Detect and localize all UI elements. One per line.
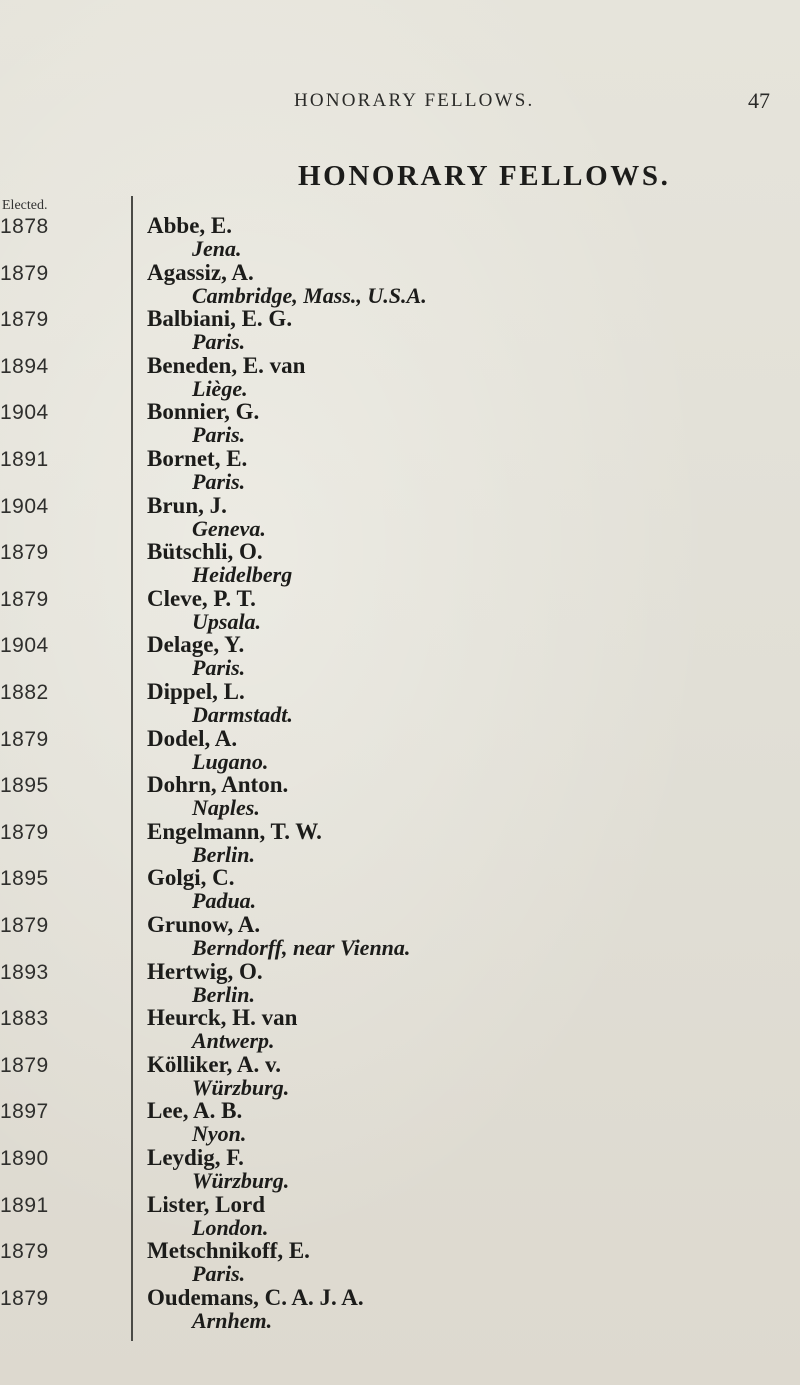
- column-divider: [131, 196, 133, 1341]
- fellow-name: Kölliker, A. v.: [147, 1051, 281, 1077]
- elected-column-label: Elected.: [2, 198, 48, 213]
- fellow-name: Golgi, C.: [147, 865, 235, 891]
- elected-year: 1904: [0, 634, 49, 658]
- fellow-name: Bornet, E.: [147, 446, 248, 471]
- fellow-place: Berndorff, near Vienna.: [192, 935, 411, 960]
- elected-year: 1879: [0, 261, 49, 285]
- elected-year: 1894: [0, 354, 49, 378]
- fellow-name: Balbiani, E. G.: [147, 306, 293, 332]
- fellow-place: Paris.: [192, 469, 246, 494]
- elected-year: 1879: [0, 1053, 49, 1077]
- fellow-name: Lister, Lord: [147, 1191, 265, 1217]
- page-number: 47: [748, 88, 770, 113]
- elected-year: 1897: [0, 1100, 49, 1124]
- fellow-place: Lugano.: [192, 748, 269, 774]
- elected-year: 1904: [0, 401, 49, 425]
- fellow-place: Berlin.: [192, 841, 255, 867]
- running-head: HONORARY FELLOWS.: [294, 90, 535, 111]
- elected-year: 1883: [0, 1007, 49, 1031]
- fellow-name: Lee, A. B.: [147, 1098, 243, 1124]
- fellow-place: Naples.: [192, 795, 260, 821]
- fellow-place: Nyon.: [192, 1121, 247, 1147]
- fellow-place: Liège.: [192, 375, 248, 401]
- fellow-place: Geneva.: [192, 515, 266, 541]
- fellow-name: Dohrn, Anton.: [147, 772, 289, 798]
- fellow-name: Dippel, L.: [147, 679, 245, 704]
- elected-year: 1879: [0, 541, 49, 565]
- elected-year: 1895: [0, 867, 49, 891]
- elected-year: 1904: [0, 494, 49, 518]
- fellow-name: Grunow, A.: [147, 912, 261, 937]
- fellow-name: Engelmann, T. W.: [147, 818, 322, 844]
- fellow-name: Agassiz, A.: [147, 259, 254, 285]
- fellow-place: Jena.: [192, 236, 242, 261]
- elected-year: 1895: [0, 774, 49, 798]
- fellow-place: Padua.: [192, 888, 257, 914]
- elected-year: 1891: [0, 1193, 49, 1217]
- fellow-place: London.: [192, 1214, 269, 1240]
- elected-year: 1879: [0, 1286, 49, 1310]
- fellow-place: Antwerp.: [192, 1028, 275, 1054]
- fellow-name: Oudemans, C. A. J. A.: [147, 1284, 364, 1310]
- elected-year: 1879: [0, 914, 49, 937]
- elected-year: 1893: [0, 960, 49, 984]
- elected-year: 1879: [0, 820, 49, 844]
- fellow-place: Paris.: [192, 1261, 246, 1287]
- elected-year: 1890: [0, 1147, 49, 1170]
- elected-year: 1879: [0, 727, 49, 751]
- fellow-place: Upsala.: [192, 608, 262, 634]
- elected-year: 1878: [0, 215, 49, 238]
- elected-year: 1879: [0, 308, 49, 332]
- fellow-name: Leydig, F.: [147, 1145, 244, 1170]
- elected-year: 1879: [0, 1240, 49, 1264]
- fellow-name: Metschnikoff, E.: [147, 1238, 310, 1264]
- page-title: HONORARY FELLOWS.: [298, 160, 671, 192]
- fellow-place: Paris.: [192, 422, 246, 448]
- fellow-name: Bütschli, O.: [147, 539, 263, 565]
- fellow-place: Paris.: [192, 655, 246, 681]
- fellow-name: Dodel, A.: [147, 725, 238, 751]
- fellow-place: Würzburg.: [192, 1074, 290, 1100]
- fellow-place: Würzburg.: [192, 1168, 290, 1193]
- fellow-name: Delage, Y.: [147, 632, 245, 658]
- fellow-name: Hertwig, O.: [147, 958, 263, 984]
- elected-year: 1879: [0, 587, 49, 611]
- fellow-name: Heurck, H. van: [147, 1005, 298, 1031]
- fellow-place: Darmstadt.: [192, 702, 293, 727]
- fellow-name: Brun, J.: [147, 492, 227, 518]
- fellow-name: Bonnier, G.: [147, 399, 260, 425]
- fellow-name: Cleve, P. T.: [147, 585, 256, 611]
- elected-year: 1882: [0, 681, 49, 704]
- fellow-name: Abbe, E.: [147, 213, 232, 238]
- fellow-name: Beneden, E. van: [147, 352, 306, 378]
- fellow-place: Arnhem.: [192, 1307, 273, 1333]
- elected-year: 1891: [0, 448, 49, 471]
- fellow-place: Heidelberg: [192, 562, 293, 588]
- fellow-place: Berlin.: [192, 981, 255, 1007]
- fellow-place: Paris.: [192, 329, 246, 355]
- fellow-place: Cambridge, Mass., U.S.A.: [192, 282, 427, 308]
